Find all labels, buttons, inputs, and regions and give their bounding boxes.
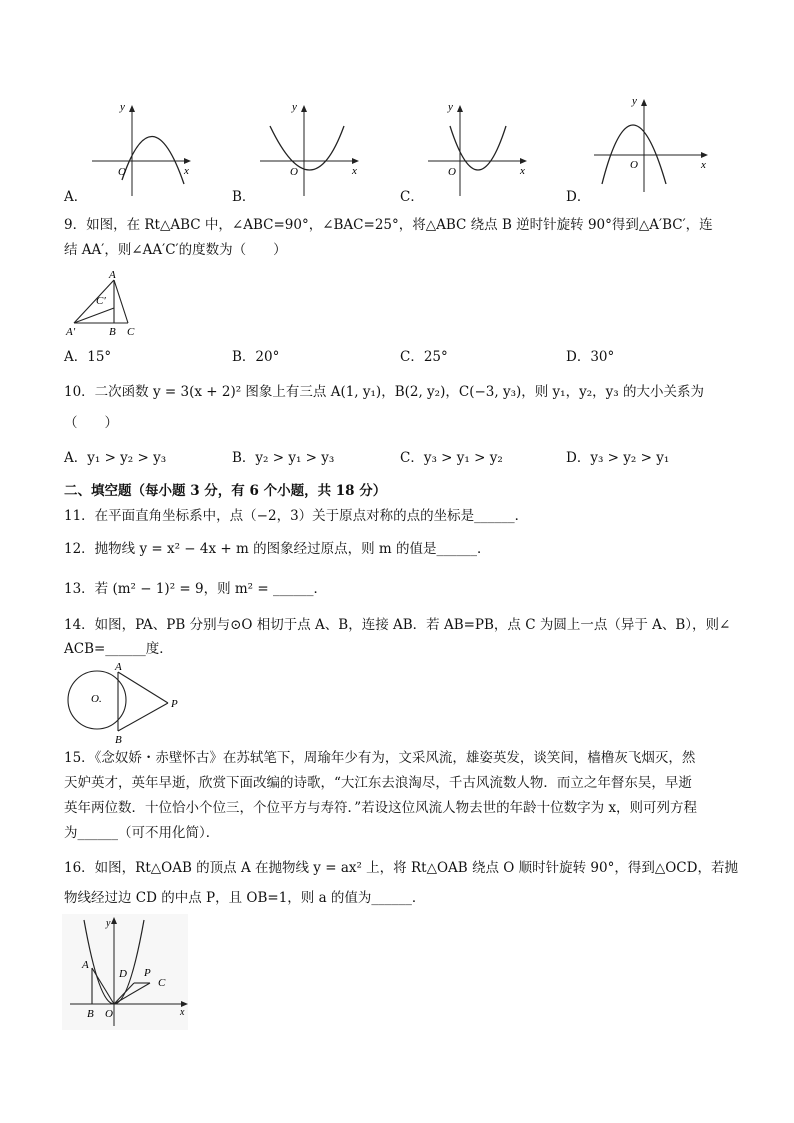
q16-label-o: O	[105, 1008, 113, 1020]
q16-line2: 物线经过边 CD 的中点 P，且 OB=1，则 a 的值为______．	[64, 890, 426, 906]
q10-option-c: C．y₃ > y₁ > y₂	[400, 450, 503, 466]
q9-line2: 结 AA′，则∠AA′C′的度数为（ ）	[64, 242, 287, 258]
q10-option-a: A．y₁ > y₂ > y₃	[64, 450, 167, 466]
q16-label-a: A	[82, 959, 89, 971]
q14-line2: ACB=______度．	[64, 641, 173, 657]
q9-label-c: C	[127, 326, 135, 338]
graph-a-o: O	[118, 166, 126, 178]
q10-line2: （ ）	[64, 415, 118, 431]
q14-figure-svg	[60, 660, 190, 744]
q9-figure	[62, 268, 146, 344]
q10-option-b: B．y₂ > y₁ > y₃	[232, 450, 335, 466]
q9-label-a1: A′	[66, 326, 76, 338]
q16-figure	[62, 914, 194, 1038]
q16-label-b: B	[87, 1008, 94, 1020]
section-heading: 二、填空题（每小题 3 分，有 6 个小题，共 18 分）	[64, 483, 387, 499]
q9-option-d: D．30°	[566, 349, 615, 365]
q8-option-a: A．	[64, 189, 88, 205]
q12: 12．抛物线 y = x² − 4x + m 的图象经过原点，则 m 的值是______．	[64, 541, 491, 557]
q15-line3: 英年两位数．十位恰小个位三，个位平方与寿符．”若设这位风流人物去世的年龄十位数字为 x，则可列方程	[64, 800, 698, 816]
q9-figure-svg	[62, 268, 146, 340]
graph-d-y: y	[632, 95, 637, 107]
q15-line2: 天妒英才，英年早逝，欣赏下面改编的诗歌，“大江东去浪淘尽，千古风流数人物．而立之年督东吴，早逝	[64, 775, 692, 791]
q14-figure	[60, 660, 190, 748]
q9-option-a: A．15°	[64, 349, 112, 365]
q13: 13．若 (m² − 1)² = 9，则 m² = ______．	[64, 581, 327, 597]
q9-option-b: B．20°	[232, 349, 280, 365]
q14-label-b: B	[115, 734, 122, 744]
q11: 11．在平面直角坐标系中，点（−2，3）关于原点对称的点的坐标是______．	[64, 508, 529, 524]
q9-line1: 9．如图，在 Rt△ABC 中，∠ABC=90°，∠BAC=25°，将△ABC 绕点 B 逆时针旋转 90°得到△A′BC′，连	[64, 217, 713, 233]
graph-b-y: y	[292, 101, 297, 113]
graph-d-x: x	[701, 159, 706, 171]
q16-label-p: P	[144, 967, 151, 979]
graph-c-y: y	[448, 101, 453, 113]
graph-d-o: O	[630, 159, 638, 171]
graph-c-x: x	[520, 165, 525, 177]
q8-option-d: D．	[566, 189, 591, 205]
q14-label-a: A	[115, 661, 122, 673]
q14-label-o: O.	[91, 693, 102, 705]
q9-label-c1: C′	[96, 295, 106, 307]
q9-option-c: C．25°	[400, 349, 448, 365]
q15-line1: 15．《念奴娇・赤壁怀古》在苏轼笔下，周瑜年少有为，文采风流，雄姿英发，谈笑间，樯橹灰飞烟灭，然	[64, 750, 696, 766]
graph-c-o: O	[448, 166, 456, 178]
graph-a-x: x	[184, 165, 189, 177]
q9-label-b: B	[109, 326, 116, 338]
q16-label-x: x	[180, 1007, 185, 1018]
q16-label-y: y	[106, 918, 111, 929]
q16-figure-svg	[62, 914, 194, 1034]
q15-line4: 为______（可不用化简）．	[64, 825, 220, 841]
q16-label-d: D	[119, 968, 127, 980]
q10-line1: 10．二次函数 y = 3(x + 2)² 图象上有三点 A(1, y₁)，B(2, y₂)，C(−3, y₃)，则 y₁，y₂，y₃ 的大小关系为	[64, 384, 704, 400]
q8-option-b: B．	[232, 189, 256, 205]
q10-option-d: D．y₃ > y₂ > y₁	[566, 450, 670, 466]
q14-line1: 14．如图，PA、PB 分别与⊙O 相切于点 A、B，连接 AB．若 AB=PB，点 C 为圆上一点（异于 A、B），则∠	[64, 617, 731, 633]
q16-label-c: C	[158, 977, 166, 989]
q8-option-c: C．	[400, 189, 424, 205]
graph-a-y: y	[120, 101, 125, 113]
graph-b-x: x	[352, 165, 357, 177]
q9-label-a: A	[109, 269, 116, 281]
graph-b-o: O	[290, 166, 298, 178]
q14-label-p: P	[171, 698, 178, 710]
q16-line1: 16．如图，Rt△OAB 的顶点 A 在抛物线 y = ax² 上，将 Rt△OAB 绕点 O 顺时针旋转 90°，得到△OCD，若抛	[64, 860, 738, 876]
